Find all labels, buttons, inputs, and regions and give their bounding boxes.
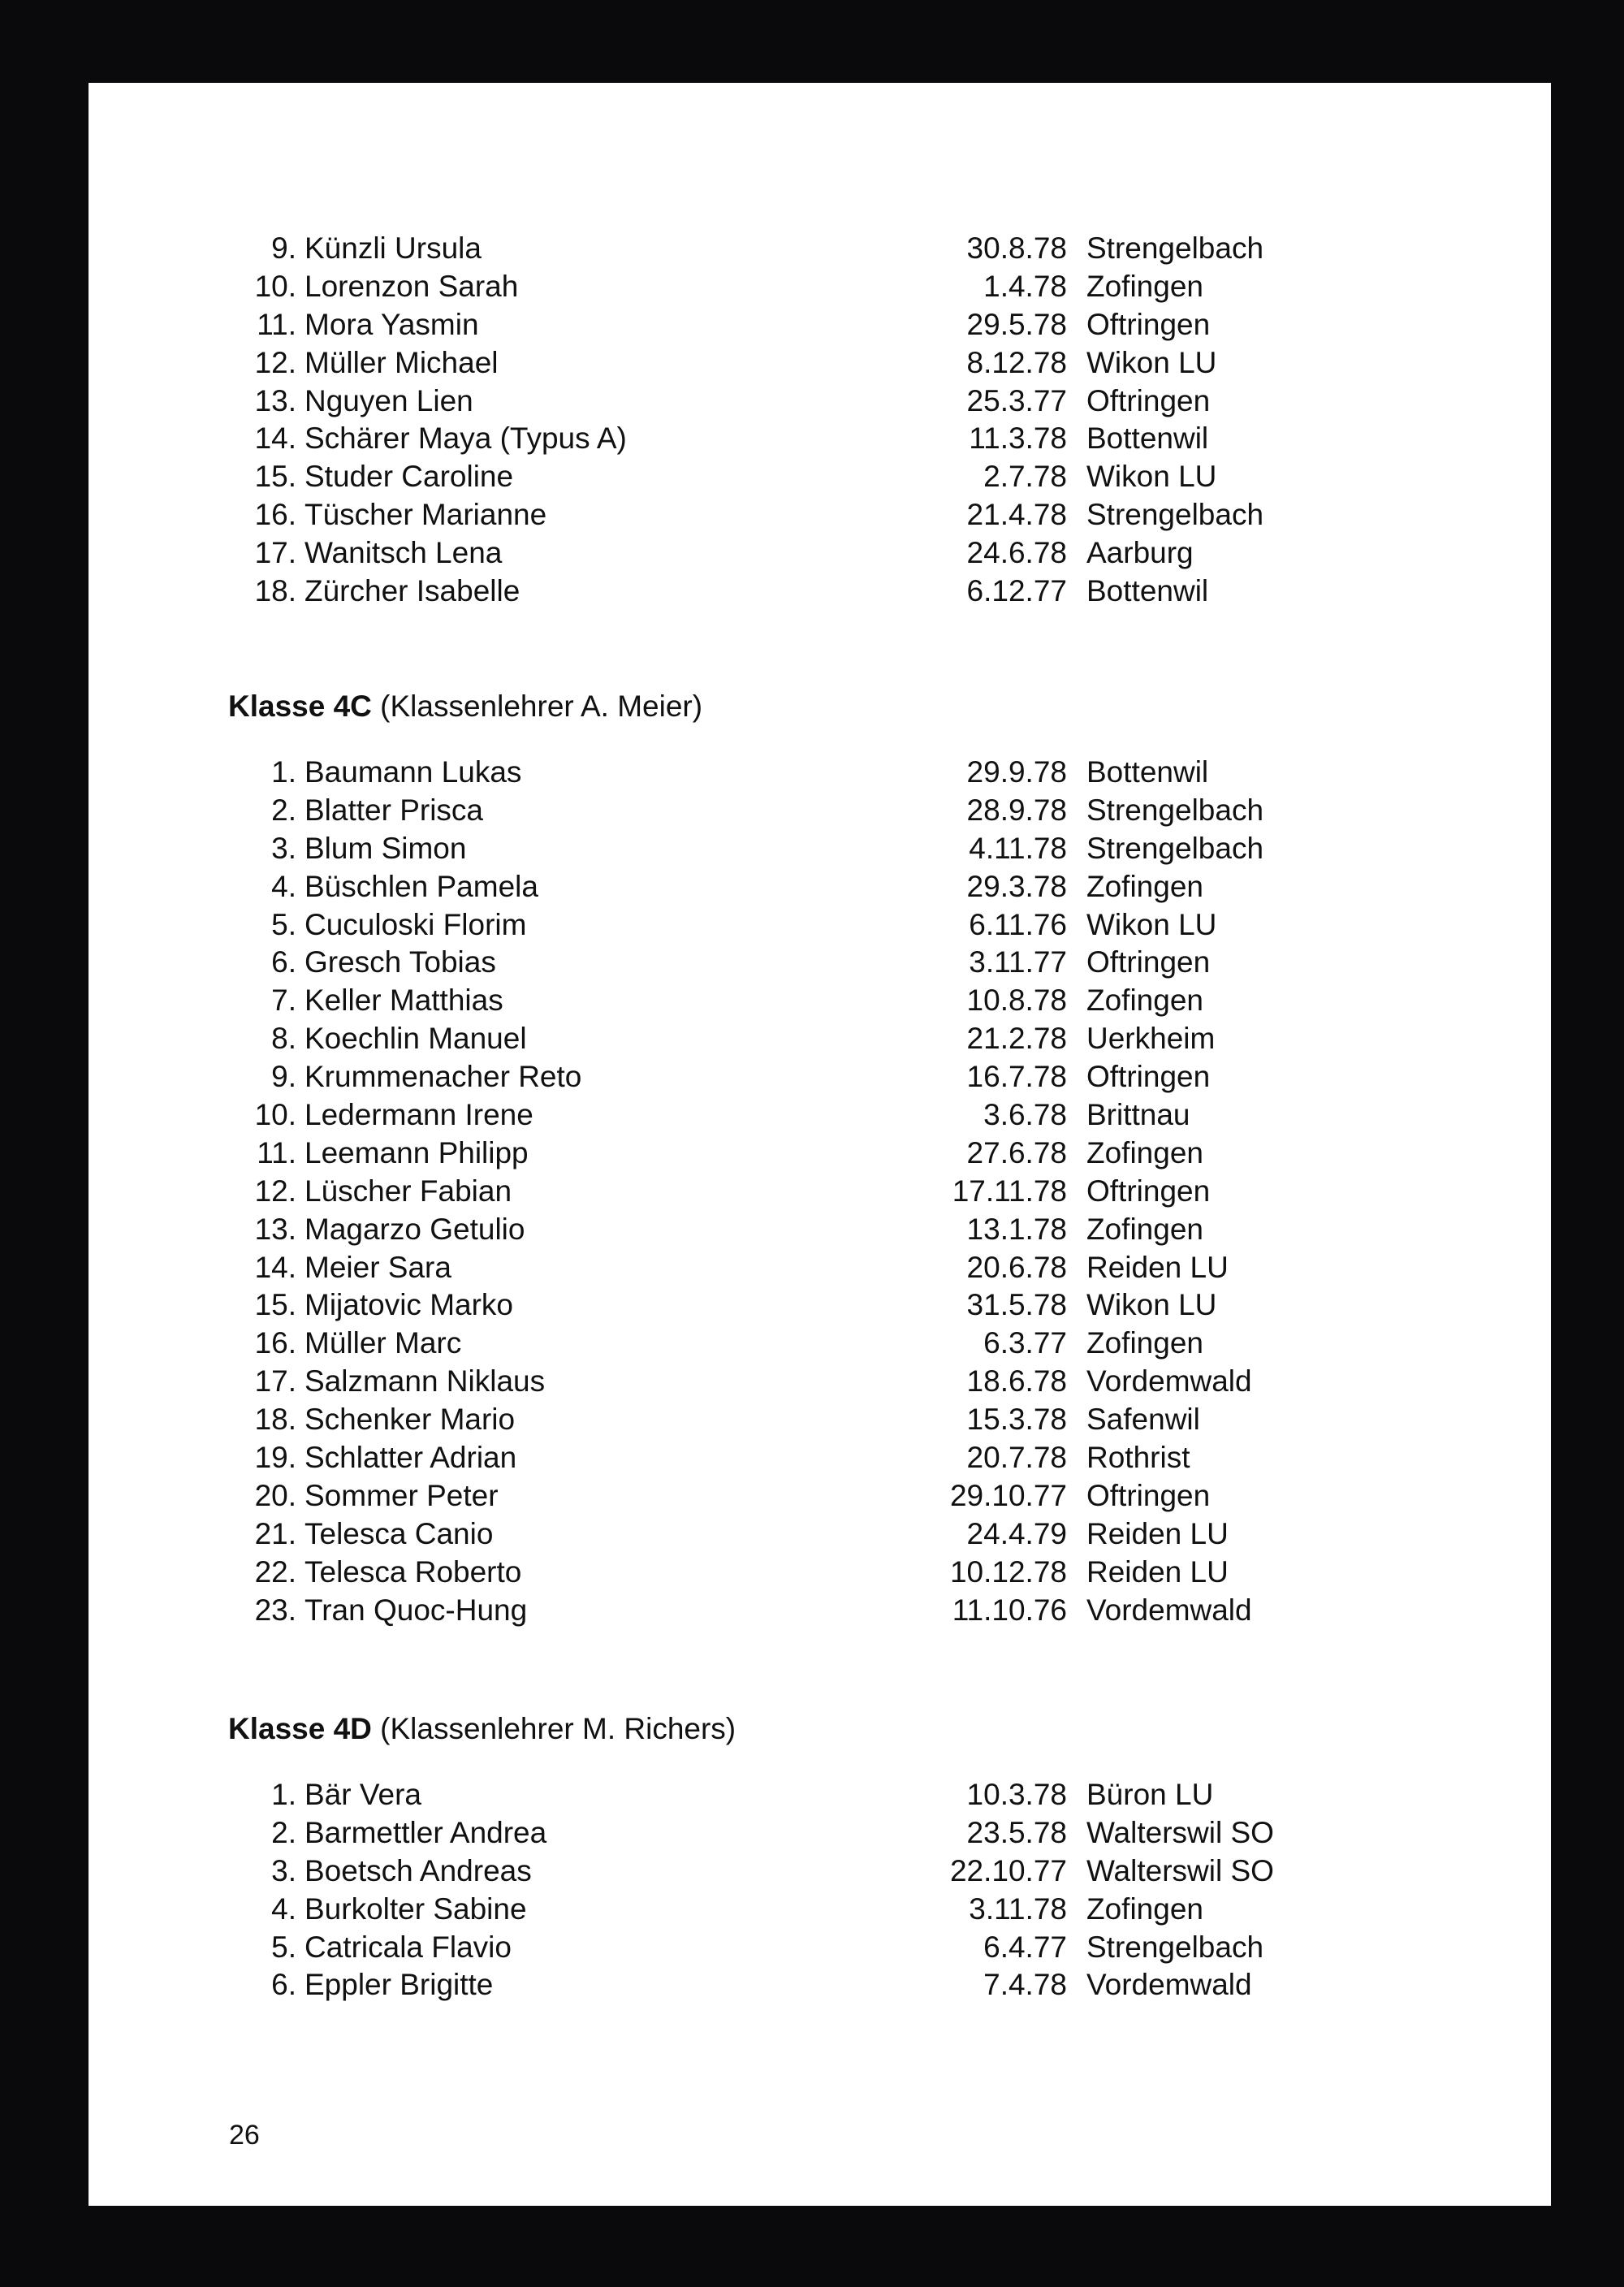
student-number: 15. [254, 460, 296, 494]
student-name: Künzli Ursula [304, 231, 482, 265]
student-name: Mijatovic Marko [304, 1288, 513, 1322]
student-row [89, 1592, 1551, 1630]
student-number: 3. [271, 1853, 296, 1887]
birth-date: 16.7.78 [966, 1060, 1067, 1094]
student-row [89, 1554, 1551, 1592]
student-row [89, 1515, 1551, 1554]
birth-date: 20.6.78 [966, 1250, 1067, 1284]
class-4c-heading [228, 688, 702, 725]
student-number: 9. [271, 231, 296, 265]
hometown: Oftringen [1086, 1478, 1211, 1512]
student-row [89, 1776, 1551, 1814]
hometown: Wikon LU [1086, 460, 1217, 494]
class-4c-list [89, 754, 1551, 1629]
birth-date: 17.11.78 [952, 1174, 1067, 1208]
student-number: 11. [257, 307, 296, 341]
student-row [89, 1135, 1551, 1173]
student-row [89, 1096, 1551, 1135]
birth-date: 6.4.77 [983, 1930, 1067, 1964]
hometown: Reiden LU [1086, 1250, 1229, 1284]
hometown: Strengelbach [1086, 831, 1264, 865]
student-row [89, 1363, 1551, 1401]
student-name: Barmettler Andrea [304, 1815, 547, 1849]
student-name: Bär Vera [304, 1778, 421, 1811]
student-number: 17. [254, 1364, 296, 1399]
page-number: 26 [229, 2120, 260, 2151]
student-row [89, 1891, 1551, 1929]
class-4d-heading [228, 1710, 736, 1748]
list-continued [89, 230, 1551, 611]
student-row [89, 344, 1551, 383]
student-name: Meier Sara [304, 1250, 451, 1284]
student-name: Eppler Brigitte [304, 1968, 494, 2002]
hometown: Zofingen [1086, 984, 1203, 1018]
student-number: 10. [254, 1098, 296, 1132]
student-name: Magarzo Getulio [304, 1212, 525, 1246]
student-name: Koechlin Manuel [304, 1022, 527, 1056]
hometown: Brittnau [1086, 1098, 1190, 1132]
student-row [89, 1966, 1551, 2004]
hometown: Strengelbach [1086, 231, 1264, 265]
student-name: Telesca Roberto [304, 1554, 522, 1589]
hometown: Büron LU [1086, 1778, 1214, 1811]
student-row [89, 458, 1551, 496]
student-name: Catricala Flavio [304, 1930, 512, 1964]
student-number: 7. [271, 984, 296, 1018]
student-row [89, 534, 1551, 573]
student-number: 16. [254, 1326, 296, 1360]
student-row [89, 830, 1551, 868]
birth-date: 2.7.78 [983, 460, 1067, 494]
hometown: Bottenwil [1086, 574, 1209, 608]
student-name: Leemann Philipp [304, 1135, 529, 1169]
student-name: Nguyen Lien [304, 383, 473, 417]
birth-date: 27.6.78 [966, 1135, 1067, 1169]
student-number: 4. [271, 1891, 296, 1926]
birth-date: 6.11.76 [969, 907, 1067, 941]
student-name: Blum Simon [304, 831, 467, 865]
student-row [89, 1286, 1551, 1325]
student-row [89, 1020, 1551, 1058]
student-name: Büschlen Pamela [304, 869, 538, 903]
birth-date: 1.4.78 [983, 269, 1067, 303]
student-number: 22. [254, 1554, 296, 1589]
student-number: 2. [271, 1815, 296, 1849]
birth-date: 3.11.77 [969, 945, 1067, 979]
student-row [89, 230, 1551, 268]
student-row [89, 982, 1551, 1020]
student-row [89, 1401, 1551, 1439]
student-name: Salzmann Niklaus [304, 1364, 546, 1399]
birth-date: 10.3.78 [966, 1778, 1067, 1811]
birth-date: 4.11.78 [969, 831, 1067, 865]
birth-date: 10.12.78 [949, 1554, 1067, 1589]
birth-date: 6.3.77 [983, 1326, 1067, 1360]
birth-date: 29.5.78 [966, 307, 1067, 341]
student-number: 6. [271, 945, 296, 979]
student-number: 19. [254, 1441, 296, 1475]
student-number: 14. [254, 1250, 296, 1284]
student-row [89, 1814, 1551, 1853]
hometown: Zofingen [1086, 1135, 1203, 1169]
student-row [89, 1249, 1551, 1287]
hometown: Bottenwil [1086, 755, 1209, 789]
hometown: Zofingen [1086, 869, 1203, 903]
student-number: 14. [254, 422, 296, 456]
student-name: Studer Caroline [304, 460, 514, 494]
student-number: 20. [254, 1478, 296, 1512]
hometown: Reiden LU [1086, 1516, 1229, 1550]
student-row [89, 1929, 1551, 1967]
student-number: 6. [271, 1968, 296, 2002]
hometown: Wikon LU [1086, 907, 1217, 941]
student-number: 15. [254, 1288, 296, 1322]
student-name: Lüscher Fabian [304, 1174, 512, 1208]
student-number: 1. [271, 1778, 296, 1811]
student-name: Tüscher Marianne [304, 498, 547, 532]
student-number: 12. [254, 345, 296, 379]
student-name: Keller Matthias [304, 984, 503, 1018]
class-4c-label: Klasse 4C [228, 690, 372, 723]
hometown: Oftringen [1086, 1060, 1211, 1094]
student-name: Schlatter Adrian [304, 1441, 517, 1475]
student-name: Mora Yasmin [304, 307, 479, 341]
hometown: Zofingen [1086, 1891, 1203, 1926]
student-number: 5. [271, 1930, 296, 1964]
student-name: Zürcher Isabelle [304, 574, 520, 608]
birth-date: 21.2.78 [966, 1022, 1067, 1056]
hometown: Rothrist [1086, 1441, 1190, 1475]
hometown: Vordemwald [1086, 1364, 1252, 1399]
birth-date: 18.6.78 [966, 1364, 1067, 1399]
student-number: 12. [254, 1174, 296, 1208]
student-row [89, 944, 1551, 982]
student-row [89, 1173, 1551, 1211]
student-number: 4. [271, 869, 296, 903]
student-name: Krummenacher Reto [304, 1060, 582, 1094]
class-4c-teacher: (Klassenlehrer A. Meier) [371, 690, 703, 723]
student-row [89, 906, 1551, 945]
student-row [89, 754, 1551, 792]
hometown: Walterswil SO [1086, 1853, 1274, 1887]
class-4d-list [89, 1776, 1551, 2004]
hometown: Walterswil SO [1086, 1815, 1274, 1849]
birth-date: 25.3.77 [966, 383, 1067, 417]
hometown: Zofingen [1086, 269, 1203, 303]
student-row [89, 868, 1551, 906]
hometown: Oftringen [1086, 307, 1211, 341]
birth-date: 30.8.78 [966, 231, 1067, 265]
hometown: Vordemwald [1086, 1968, 1252, 2002]
document-page [89, 83, 1551, 2206]
birth-date: 8.12.78 [966, 345, 1067, 379]
birth-date: 15.3.78 [966, 1403, 1067, 1437]
hometown: Zofingen [1086, 1326, 1203, 1360]
student-row [89, 306, 1551, 344]
student-number: 3. [271, 831, 296, 865]
birth-date: 31.5.78 [966, 1288, 1067, 1322]
birth-date: 29.3.78 [966, 869, 1067, 903]
birth-date: 28.9.78 [966, 793, 1067, 827]
birth-date: 7.4.78 [983, 1968, 1067, 2002]
class-4d-label: Klasse 4D [228, 1712, 372, 1745]
hometown: Safenwil [1086, 1403, 1200, 1437]
birth-date: 11.10.76 [952, 1593, 1067, 1627]
birth-date: 13.1.78 [966, 1212, 1067, 1246]
birth-date: 23.5.78 [966, 1815, 1067, 1849]
student-row [89, 1477, 1551, 1515]
student-name: Tran Quoc-Hung [304, 1593, 528, 1627]
birth-date: 6.12.77 [966, 574, 1067, 608]
birth-date: 11.3.78 [969, 422, 1067, 456]
student-number: 18. [254, 574, 296, 608]
student-number: 17. [254, 536, 296, 570]
student-row [89, 573, 1551, 611]
birth-date: 24.4.79 [966, 1516, 1067, 1550]
student-number: 10. [254, 269, 296, 303]
birth-date: 3.6.78 [983, 1098, 1067, 1132]
birth-date: 10.8.78 [966, 984, 1067, 1018]
hometown: Strengelbach [1086, 1930, 1264, 1964]
student-name: Müller Marc [304, 1326, 462, 1360]
student-name: Schenker Mario [304, 1403, 516, 1437]
student-name: Boetsch Andreas [304, 1853, 532, 1887]
student-row [89, 1325, 1551, 1363]
birth-date: 22.10.77 [949, 1853, 1067, 1887]
hometown: Oftringen [1086, 1174, 1211, 1208]
student-number: 18. [254, 1403, 296, 1437]
hometown: Oftringen [1086, 383, 1211, 417]
student-number: 8. [271, 1022, 296, 1056]
student-number: 1. [271, 755, 296, 789]
birth-date: 29.10.77 [949, 1478, 1067, 1512]
student-name: Baumann Lukas [304, 755, 522, 789]
student-name: Müller Michael [304, 345, 499, 379]
birth-date: 3.11.78 [969, 1891, 1067, 1926]
hometown: Reiden LU [1086, 1554, 1229, 1589]
student-name: Lorenzon Sarah [304, 269, 519, 303]
student-row [89, 1439, 1551, 1477]
student-name: Blatter Prisca [304, 793, 484, 827]
student-name: Burkolter Sabine [304, 1891, 527, 1926]
student-name: Sommer Peter [304, 1478, 499, 1512]
hometown: Bottenwil [1086, 422, 1209, 456]
student-row [89, 792, 1551, 830]
student-row [89, 496, 1551, 534]
birth-date: 24.6.78 [966, 536, 1067, 570]
student-number: 23. [254, 1593, 296, 1627]
birth-date: 20.7.78 [966, 1441, 1067, 1475]
hometown: Oftringen [1086, 945, 1211, 979]
birth-date: 21.4.78 [966, 498, 1067, 532]
student-name: Ledermann Irene [304, 1098, 533, 1132]
student-number: 9. [271, 1060, 296, 1094]
student-name: Gresch Tobias [304, 945, 496, 979]
hometown: Zofingen [1086, 1212, 1203, 1246]
student-name: Cuculoski Florim [304, 907, 527, 941]
student-number: 13. [254, 1212, 296, 1246]
student-name: Telesca Canio [304, 1516, 494, 1550]
student-number: 11. [257, 1135, 296, 1169]
class-4d-teacher: (Klassenlehrer M. Richers) [371, 1712, 736, 1745]
student-number: 21. [254, 1516, 296, 1550]
hometown: Wikon LU [1086, 1288, 1217, 1322]
student-row [89, 1853, 1551, 1891]
student-number: 13. [254, 383, 296, 417]
student-row [89, 1211, 1551, 1249]
hometown: Strengelbach [1086, 498, 1264, 532]
student-row [89, 420, 1551, 458]
student-row [89, 1058, 1551, 1096]
hometown: Strengelbach [1086, 793, 1264, 827]
student-row [89, 383, 1551, 421]
hometown: Wikon LU [1086, 345, 1217, 379]
hometown: Uerkheim [1086, 1022, 1216, 1056]
student-name: Schärer Maya (Typus A) [304, 422, 627, 456]
hometown: Aarburg [1086, 536, 1194, 570]
student-row [89, 268, 1551, 306]
student-name: Wanitsch Lena [304, 536, 503, 570]
student-number: 5. [271, 907, 296, 941]
hometown: Vordemwald [1086, 1593, 1252, 1627]
birth-date: 29.9.78 [966, 755, 1067, 789]
student-number: 2. [271, 793, 296, 827]
student-number: 16. [254, 498, 296, 532]
